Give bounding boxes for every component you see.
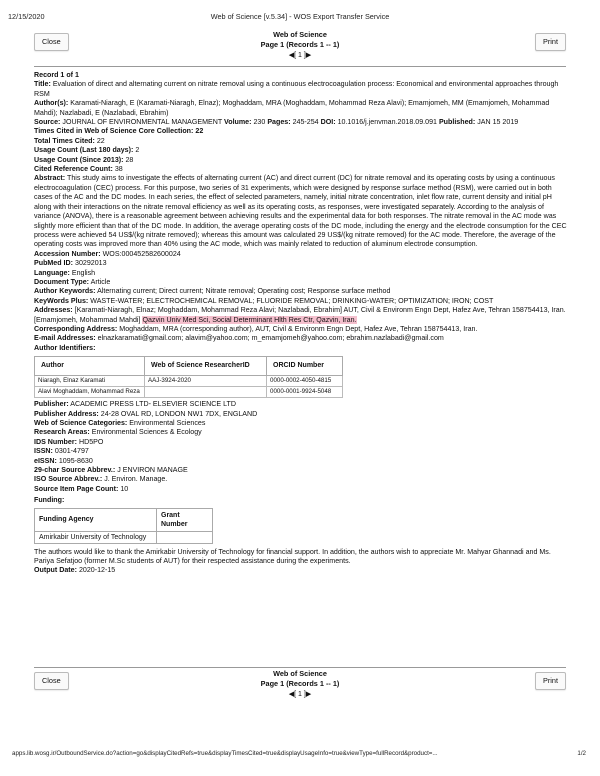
table-header: Author [35,357,145,376]
print-button[interactable]: Print [535,33,566,51]
email-field: E-mail Addresses: elnazkaramati@gmail.com; alavim@yahoo.com; m_emamjomeh@yahoo.com; ebrahim.nazlabadi@gmail.com [34,334,444,343]
close-button[interactable]: Close [34,33,69,51]
print-url: apps.lib.wosg.ir/OutboundService.do?action=go&displayCitedRefs=true&displayTimesCited=true&displayUsageInfo=true&viewType=fullRecord&product=... [12,750,438,757]
keywords-plus-field: KeyWords Plus: WASTE-WATER; ELECTROCHEMICAL REMOVAL; FLUORIDE REMOVAL; DRINKING-WATER; OPTIMIZATION; IRON; COST [34,296,494,305]
accession-field: Accession Number: WOS:000452582600024 [34,249,181,258]
times-cited-core-field: Times Cited in Web of Science Core Collection: 22 [34,127,204,136]
print-page-number: 1/2 [577,750,586,757]
print-title: Web of Science [v.5.34] - WOS Export Transfer Service [210,12,390,21]
print-date: 12/15/2020 [8,12,45,21]
page-info [34,669,566,700]
iso-abbrev-field: ISO Source Abbrev.: J. Environ. Manage. [34,475,168,484]
table-header: Funding Agency [35,508,157,531]
research-areas-field: Research Areas: Environmental Sciences & Ecology [34,428,202,437]
page-indicator: Page 1 (Records 1 -- 1) [260,40,340,49]
divider [34,66,566,67]
table-row: Niaragh, Elnaz Karamati AAJ-3924-2020 0000-0002-4050-4815 [35,376,343,387]
close-button[interactable]: Close [34,672,69,690]
abstract-field: Abstract: This study aims to investigate the effects of alternating current (AC) and direct current (DC) for nitrate removal and its operating costs by using a continuous electrocoagulation (CEC) process. For this purpose, two series of 31 experiments, which were designed by response surface method (RSM), were carried out in both cases of the AC and the DC modes. In each series, the effect of selected parameters, namely, initial nitrate concentration, inlet flow rate, current density and initial pH along with their interactions on the nitrate removal efficiency as well as its operating costs, as responses, were investigated separately. According to the analysis of variance (ANOVA), there is a reasonable agreement between achieving results and the experimental data for both responses. The nitrate removal in the AC mode was slightly more efficient than that of the DC mode. In addition, the average operating costs of the DC mode, including the energy and the electrode consumption for the CEC process were achieved 54 US$/(kg nitrate removed); whereas this amount was calculated 29 US$/(kg nitrate removed) for the AC mode. Therefore, the average of the operating costs was improved more than 40% using the AC mode, which was mainly related to reduction of aluminum electrode consumption. [34,174,567,249]
page-navigator[interactable]: ◀[ 1 ]▶ [288,691,312,698]
abbrev29-field: 29-char Source Abbrev.: J ENVIRON MANAGE [34,466,188,475]
output-date-field: Output Date: 2020-12-15 [34,566,116,575]
table-header: Web of Science ResearcherID [145,357,267,376]
table-header: Grant Number [157,508,213,531]
wos-heading: Web of Science [273,30,327,39]
title-field: Title: Evaluation of direct and alternating current on nitrate removal using a continuous electrocoagulation process: Economical and environmental approaches through RSM [34,80,559,98]
print-button[interactable]: Print [535,672,566,690]
bottom-navigation [34,669,566,703]
divider [34,667,566,668]
print-footer [8,750,592,762]
wos-categories-field: Web of Science Categories: Environmental Sciences [34,419,206,427]
doctype-field: Document Type: Article [34,277,111,286]
pubmed-field: PubMed ID: 30292013 [34,259,107,268]
record-content [34,71,568,576]
ids-field: IDS Number: HD5PO [34,437,104,446]
page-indicator: Page 1 (Records 1 -- 1) [260,679,340,688]
publisher-address-field: Publisher Address: 24-28 OVAL RD, LONDON NW1 7DX, ENGLAND [34,409,258,418]
funding-label: Funding: [34,496,65,505]
publisher-field: Publisher: ACADEMIC PRESS LTD- ELSEVIER SCIENCE LTD [34,400,236,409]
issn-field: ISSN: 0301-4797 [34,447,89,456]
top-navigation [34,30,566,64]
author-keywords-field: Author Keywords: Alternating current; Direct current; Nitrate removal; Operating cost; Response surface method [34,287,391,296]
total-times-cited-field: Total Times Cited: 22 [34,136,105,145]
language-field: Language: English [34,268,96,277]
funding-table [34,508,213,544]
record-heading: Record 1 of 1 [34,71,79,79]
addresses-field-2: [Emamjomeh, Mohammad Mahdi] Qazvin Univ Med Sci, Social Determinant Hlth Res Ctr, Qazvin, Iran. [34,315,357,324]
page-info [34,30,566,61]
print-header [8,12,592,24]
addresses-field: Addresses: [Karamati-Niaragh, Elnaz; Moghaddam, Mohammad Reza Alavi; Nazlabadi, Ebrahim] AUT, Civil & Environm Engn Dept, Hafez Ave, Tehran 158754413, Iran. [34,306,566,315]
authors-field: Author(s): Karamati-Niaragh, E (Karamati-Niaragh, Elnaz); Moghaddam, MRA (Moghaddam, Mohammad Reza Alavi); Emamjomeh, MM (Emamjomeh, Mohammad Mahdi); Nazlabadi, E (Nazlabadi, Ebrahim) [34,99,550,117]
table-row: Alavi Moghaddam, Mohammad Reza 0000-0001-9924-5048 [35,387,343,398]
usage-180-field: Usage Count (Last 180 days): 2 [34,146,140,155]
page-count-field: Source Item Page Count: 10 [34,484,129,493]
page-navigator[interactable]: ◀[ 1 ]▶ [288,52,312,59]
table-header: ORCID Number [267,357,343,376]
source-field: Source: JOURNAL OF ENVIRONMENTAL MANAGEMENT Volume: 230 Pages: 245-254 DOI: 10.1016/j.jenvman.2018.09.091 Published: JAN 15 2019 [34,118,519,127]
table-row: Amirkabir University of Technology [35,531,213,543]
cited-ref-field: Cited Reference Count: 38 [34,165,123,174]
highlighted-address: Qazvin Univ Med Sci, Social Determinant Hlth Res Ctr, Qazvin, Iran. [142,315,357,324]
identifiers-label: Author Identifiers: [34,343,96,352]
usage-2013-field: Usage Count (Since 2013): 28 [34,155,134,164]
eissn-field: eISSN: 1095-8630 [34,456,93,465]
corresponding-field: Corresponding Address: Moghaddam, MRA (corresponding author), AUT, Civil & Environm Engn Dept, Hafez Ave, Tehran 158754413, Iran. [34,324,478,333]
author-identifiers-table [34,356,343,398]
wos-heading: Web of Science [273,669,327,678]
funding-text: The authors would like to thank the Amirkabir University of Technology for financial support. In addition, the authors wish to appreciate Mr. Mahyar Ghannadi and Ms. Pariya Sefatjoo (former M.Sc students of AUT) for their respected assistance during the experiments. [34,547,551,566]
